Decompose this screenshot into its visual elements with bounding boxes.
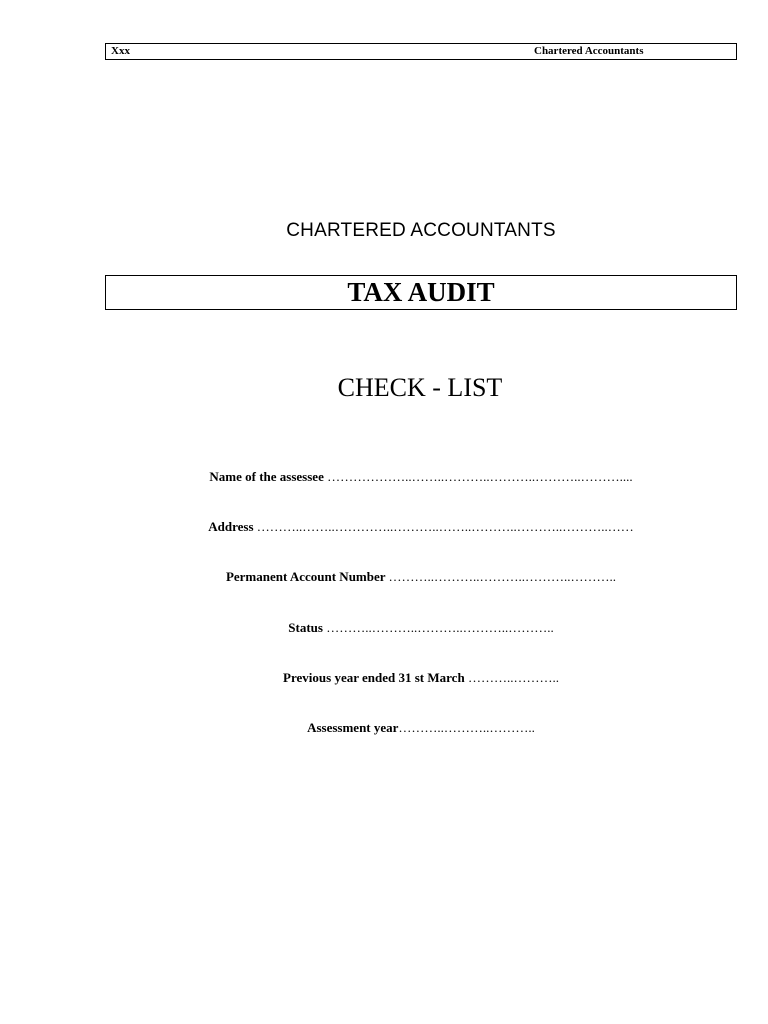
field-status <box>0 619 768 637</box>
document-subtitle: CHECK - LIST <box>337 373 503 402</box>
field-fill-line: ………..……….. <box>467 670 559 685</box>
field-fill-line: ………………..……..………..………..………..……….... <box>327 469 633 484</box>
field-label: Status <box>288 620 327 635</box>
header-right-text: Chartered Accountants <box>534 45 644 57</box>
firm-heading: CHARTERED ACCOUNTANTS <box>286 220 556 241</box>
field-fill-line: ………..……..…………..………..……..………..………..………..…… <box>256 519 634 534</box>
field-label: Address <box>208 519 257 534</box>
page-header <box>105 43 737 60</box>
field-fill-line: ………..………..……….. <box>398 720 535 735</box>
field-assessee-name <box>0 468 768 486</box>
field-address <box>0 518 768 536</box>
field-assessment-year <box>0 719 768 737</box>
field-label: Previous year ended 31 st March <box>283 670 468 685</box>
document-title: TAX AUDIT <box>105 275 737 310</box>
field-label: Permanent Account Number <box>225 569 389 584</box>
field-fill-line: ………..………..………..………..……….. <box>388 569 617 584</box>
field-label: Assessment year <box>307 720 399 735</box>
field-label: Name of the assessee <box>209 469 328 484</box>
field-pan <box>0 568 768 586</box>
field-previous-year <box>0 669 768 687</box>
header-left-text: Xxx <box>111 45 130 57</box>
field-fill-line: ………..………..………..………..……….. <box>326 620 554 635</box>
